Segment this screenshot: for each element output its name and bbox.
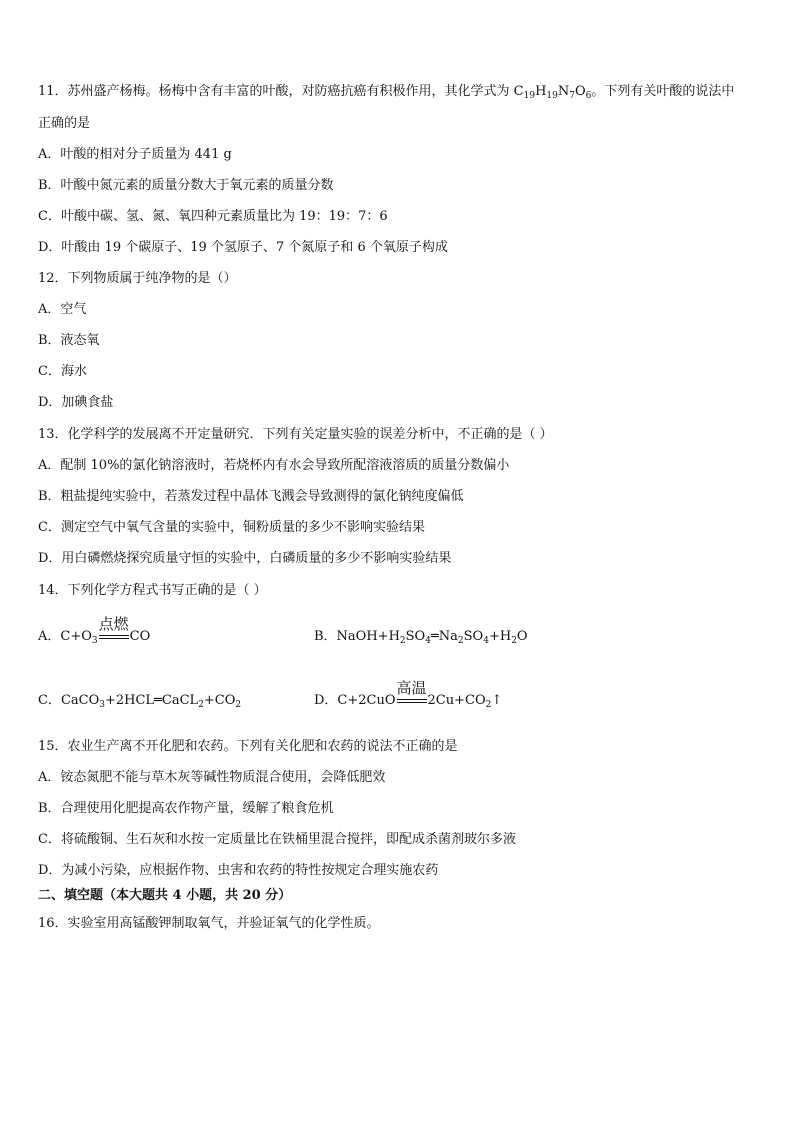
reaction-condition-ignite: 点燃	[98, 629, 130, 645]
q11-stem: 11．苏州盛产杨梅。杨梅中含有丰富的叶酸，对防癌抗癌有积极作用，其化学式为 $C_{19}H_{19}N_7O_6$。下列有关叶酸的说法中	[38, 84, 735, 101]
q13-option-c: C．测定空气中氧气含量的实验中，铜粉质量的多少不影响实验结果	[38, 520, 425, 535]
q15-stem: 15．农业生产离不开化肥和农药。下列有关化肥和农药的说法不正确的是	[38, 739, 458, 754]
q11-option-c: C．叶酸中碳、氢、氮、氧四种元素质量比为 19：19：7：6	[38, 209, 388, 224]
gas-arrow-icon: ↑	[491, 693, 503, 708]
equation-bar	[397, 699, 427, 703]
q12-option-a: A．空气	[38, 302, 87, 317]
q16-stem: 16．实验室用高锰酸钾制取氧气，并验证氧气的化学性质。	[38, 916, 380, 931]
q14-stem: 14．下列化学方程式书写正确的是（ ）	[38, 583, 267, 598]
q15-option-d: D．为减小污染，应根据作物、虫害和农药的特性按规定合理实施农药	[38, 863, 439, 878]
reaction-condition-high-temp: 高温	[396, 693, 428, 709]
q15-option-a: A．铵态氮肥不能与草木灰等碱性物质混合使用，会降低肥效	[38, 770, 386, 785]
q11-option-d: D．叶酸由 19 个碳原子、19 个氢原子、7 个氮原子和 6 个氧原子构成	[38, 240, 448, 255]
q13-option-d: D．用白磷燃烧探究质量守恒的实验中，白磷质量的多少不影响实验结果	[38, 551, 452, 566]
q11-option-a: A．叶酸的相对分子质量为 441 g	[38, 147, 232, 162]
q15-option-b: B．合理使用化肥提高农作物产量，缓解了粮食危机	[38, 801, 334, 816]
q11-option-b: B．叶酸中氮元素的质量分数大于氧元素的质量分数	[38, 178, 334, 193]
q14-option-a: A．$C+O_3$ 点燃 CO	[38, 615, 151, 646]
q11-stem-cont: 正确的是	[38, 116, 91, 131]
q12-option-d: D．加碘食盐	[38, 395, 114, 410]
q15-option-c: C．将硫酸铜、生石灰和水按一定质量比在铁桶里混合搅拌，即配成杀菌剂玻尔多液	[38, 832, 516, 847]
q12-option-c: C．海水	[38, 364, 87, 379]
section-title: 二、填空题（本大题共 4 小题，共 20 分）	[38, 888, 292, 903]
q14-option-d: D．C+2CuO 高温 $2Cu+CO_2↑$	[314, 679, 503, 710]
q14-option-b: B．$NaOH+H_2SO_4═Na_2SO_4+H_2O$	[314, 629, 528, 646]
q13-option-b: B．粗盐提纯实验中，若蒸发过程中晶体飞溅会导致测得的氯化钠纯度偏低	[38, 489, 464, 504]
q12-stem: 12．下列物质属于纯净物的是（）	[38, 271, 237, 286]
q14-option-c: C．$CaCO_3+2HCL═CaCL_2+CO_2$	[38, 693, 242, 710]
equation-bar	[99, 635, 129, 639]
q13-stem: 13．化学科学的发展离不开定量研究．下列有关定量实验的误差分析中，不正确的是（ ）	[38, 427, 553, 442]
q13-option-a: A．配制 10%的氯化钠溶液时，若烧杯内有水会导致所配溶液溶质的质量分数偏小	[38, 458, 510, 473]
q12-option-b: B．液态氧	[38, 333, 100, 348]
